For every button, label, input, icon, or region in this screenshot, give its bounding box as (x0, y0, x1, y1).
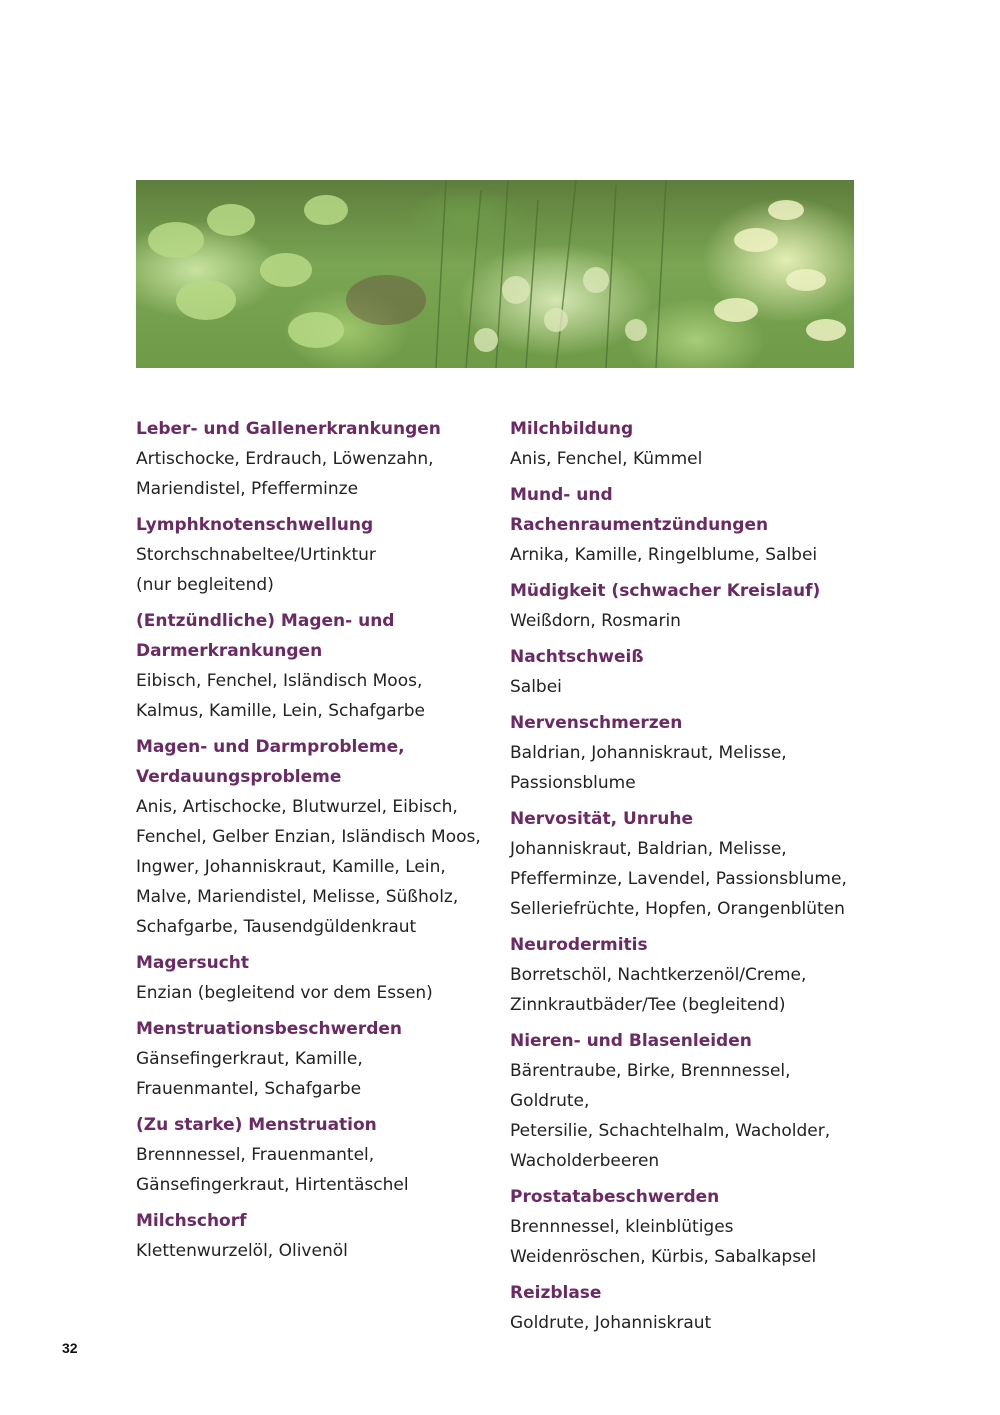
entry-reizblase (510, 1278, 870, 1338)
herb-leaves-illustration (136, 180, 854, 368)
entry-remedies: Anis, Artischocke, Blutwurzel, Eibisch, Fenchel, Gelber Enzian, Isländisch Moos, Ingwer, Johanniskraut, Kamille, Lein, Malve, Mariendistel, Melisse, Süßholz, Schafgarbe, Tausendgüldenkraut (136, 797, 481, 937)
entry-heading: Leber- und Gallenerkrankungen (136, 419, 441, 439)
entry-remedies: Baldrian, Johanniskraut, Melisse, Passionsblume (510, 743, 787, 793)
entry-heading: Milchschorf (136, 1211, 247, 1231)
entry-remedies: Storchschnabeltee/Urtinktur (nur begleitend) (136, 545, 376, 595)
entry-mund-rachen (510, 480, 870, 570)
entry-nervenschmerzen (510, 708, 870, 798)
entry-nieren-blase (510, 1026, 870, 1176)
entry-magen-darm-entzuendung (136, 606, 496, 726)
entry-heading: Milchbildung (510, 419, 634, 439)
entry-heading: Nervosität, Unruhe (510, 809, 693, 829)
entry-heading: Müdigkeit (schwacher Kreislauf) (510, 581, 821, 601)
entry-heading: Menstruationsbeschwerden (136, 1019, 403, 1039)
entry-remedies: Anis, Fenchel, Kümmel (510, 449, 703, 469)
entry-remedies: Johanniskraut, Baldrian, Melisse, Pfefferminze, Lavendel, Passionsblume, Selleriefrüchte, Hopfen, Orangenblüten (510, 839, 847, 919)
entry-heading: Mund- und Rachenraumentzündungen (510, 485, 769, 535)
entry-heading: Magersucht (136, 953, 249, 973)
entry-prostata (510, 1182, 870, 1272)
entry-nachtschweiss (510, 642, 870, 702)
entry-remedies: Borretschöl, Nachtkerzenöl/Creme, Zinnkrautbäder/Tee (begleitend) (510, 965, 807, 1015)
entry-remedies: Enzian (begleitend vor dem Essen) (136, 983, 433, 1003)
entry-milchschorf (136, 1206, 496, 1266)
entry-heading: Reizblase (510, 1283, 602, 1303)
entry-verdauung (136, 732, 496, 942)
entry-remedies: Gänsefingerkraut, Kamille, Frauenmantel, Schafgarbe (136, 1049, 363, 1099)
entry-heading: Nachtschweiß (510, 647, 644, 667)
entry-neurodermitis (510, 930, 870, 1020)
entry-milchbildung (510, 414, 870, 474)
entry-magersucht (136, 948, 496, 1008)
entry-heading: Magen- und Darmprobleme, Verdauungsprobleme (136, 737, 405, 787)
entry-remedies: Artischocke, Erdrauch, Löwenzahn, Mariendistel, Pfefferminze (136, 449, 434, 499)
entry-menstruationsbeschwerden (136, 1014, 496, 1104)
right-column (510, 414, 870, 1344)
entry-remedies: Bärentraube, Birke, Brennnessel, Goldrute, Petersilie, Schachtelhalm, Wacholder, Wacholderbeeren (510, 1061, 831, 1171)
entry-leber-galle (136, 414, 496, 504)
left-column (136, 414, 496, 1272)
entry-remedies: Brennnessel, Frauenmantel, Gänsefingerkraut, Hirtentäschel (136, 1145, 409, 1195)
entry-heading: Lymphknotenschwellung (136, 515, 374, 535)
entry-heading: Nieren- und Blasenleiden (510, 1031, 752, 1051)
entry-menstruation (136, 1110, 496, 1200)
entry-remedies: Arnika, Kamille, Ringelblume, Salbei (510, 545, 818, 565)
page-number: 32 (62, 1340, 78, 1356)
entry-remedies: Goldrute, Johanniskraut (510, 1313, 712, 1333)
entry-remedies: Salbei (510, 677, 562, 697)
entry-remedies: Klettenwurzelöl, Olivenöl (136, 1241, 348, 1261)
entry-heading: (Entzündliche) Magen- und Darmerkrankungen (136, 611, 395, 661)
entry-nervositaet (510, 804, 870, 924)
entry-remedies: Brennnessel, kleinblütiges Weidenröschen, Kürbis, Sabalkapsel (510, 1217, 817, 1267)
entry-heading: (Zu starke) Menstruation (136, 1115, 377, 1135)
entry-muedigkeit (510, 576, 870, 636)
herb-garden-photo (136, 180, 854, 368)
entry-remedies: Eibisch, Fenchel, Isländisch Moos, Kalmus, Kamille, Lein, Schafgarbe (136, 671, 425, 721)
entry-heading: Nervenschmerzen (510, 713, 683, 733)
entry-heading: Neurodermitis (510, 935, 648, 955)
entry-lymphknoten (136, 510, 496, 600)
entry-remedies: Weißdorn, Rosmarin (510, 611, 681, 631)
entry-heading: Prostatabeschwerden (510, 1187, 720, 1207)
